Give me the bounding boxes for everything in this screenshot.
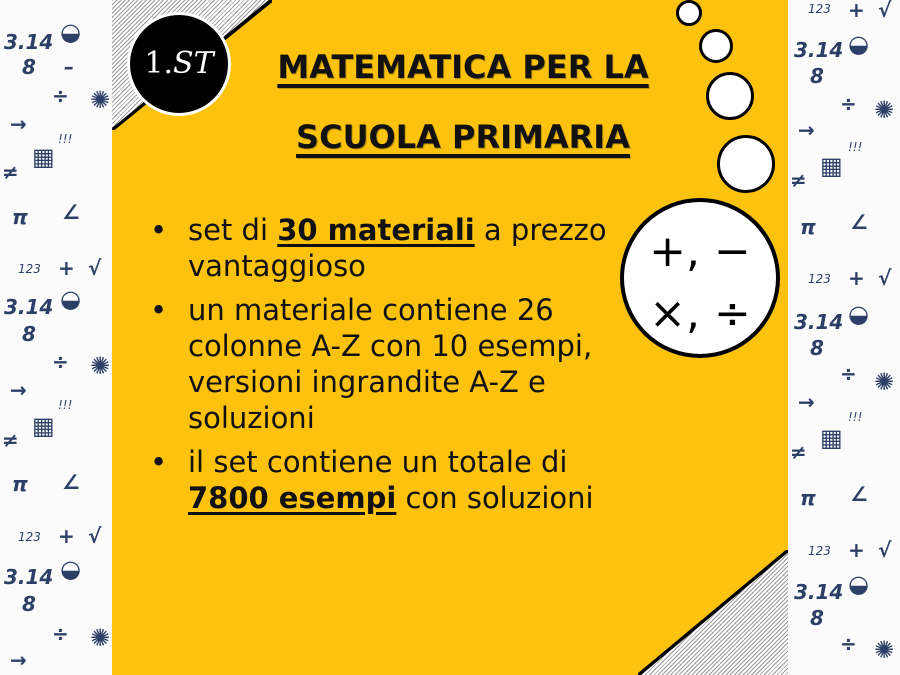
thought-bubble-large <box>706 72 754 120</box>
doodle-pi-symbol: π <box>800 486 816 510</box>
number-badge <box>127 12 231 116</box>
page-title-line-2: SCUOLA PRIMARIA <box>296 118 630 156</box>
doodle-angle: ∠ <box>850 210 868 234</box>
doodle-calculator-icon: ▦ <box>820 152 843 180</box>
list-item-highlight: 30 materiali <box>277 213 475 247</box>
doodle-arrow: → <box>798 118 815 142</box>
doodle-eight: 8 <box>22 322 36 346</box>
doodle-sqrt: √ <box>88 524 102 548</box>
operators-plus-minus: +, − <box>649 226 751 277</box>
doodle-eight: 8 <box>22 55 36 79</box>
left-doodle-pattern <box>0 0 112 675</box>
doodle-pi-value: 3.14 <box>794 38 844 62</box>
doodle-lightbulb-icon: ✺ <box>874 96 895 124</box>
doodle-bangs: !!! <box>848 140 863 154</box>
doodle-lightbulb-icon: ✺ <box>874 368 895 396</box>
feature-list <box>150 212 620 524</box>
list-item-text: un materiale contiene 26 colonne A-Z con 10 esempi, versioni ingrandite A-Z e soluzioni <box>188 293 593 435</box>
doodle-divide: ÷ <box>840 92 857 116</box>
doodle-nums: 123 <box>18 530 41 544</box>
doodle-calculator-icon: ▦ <box>32 412 55 440</box>
doodle-angle: ∠ <box>850 482 868 506</box>
right-doodle-pattern <box>788 0 900 675</box>
doodle-divide: ÷ <box>52 84 69 108</box>
doodle-pi-value: 3.14 <box>4 30 54 54</box>
list-item <box>150 212 620 284</box>
doodle-protractor-icon: ◒ <box>60 555 81 583</box>
doodle-arrow: → <box>10 648 27 672</box>
doodle-nums: 123 <box>808 544 831 558</box>
doodle-pi-value: 3.14 <box>4 565 54 589</box>
doodle-nums: 123 <box>808 272 831 286</box>
doodle-protractor-icon: ◒ <box>60 18 81 46</box>
doodle-sqrt: √ <box>878 538 892 562</box>
doodle-angle: ∠ <box>62 470 80 494</box>
doodle-calculator-icon: ▦ <box>820 424 843 452</box>
list-item-text: con soluzioni <box>396 481 594 515</box>
doodle-neq: ≠ <box>2 428 19 452</box>
doodle-divide: ÷ <box>52 350 69 374</box>
doodle-angle: ∠ <box>62 200 80 224</box>
doodle-bangs: !!! <box>848 410 863 424</box>
doodle-lightbulb-icon: ✺ <box>874 636 895 664</box>
bullet-icon: • <box>150 293 168 327</box>
doodle-neq: ≠ <box>790 168 807 192</box>
page-title-line-1: MATEMATICA PER LA <box>277 48 649 86</box>
doodle-plus: + <box>58 256 75 280</box>
doodle-sqrt: √ <box>88 256 102 280</box>
doodle-protractor-icon: ◒ <box>848 300 869 328</box>
doodle-pi-value: 3.14 <box>4 295 54 319</box>
doodle-neq: ≠ <box>790 440 807 464</box>
thought-bubble-xlarge <box>717 135 775 193</box>
doodle-arrow: → <box>10 112 27 136</box>
doodle-pi-value: 3.14 <box>794 310 844 334</box>
thought-bubble-medium <box>699 29 733 63</box>
math-operators-circle <box>620 198 780 358</box>
doodle-protractor-icon: ◒ <box>848 570 869 598</box>
operators-times-divide: ×, ÷ <box>649 288 751 339</box>
list-item <box>150 444 620 516</box>
doodle-calculator-icon: ▦ <box>32 143 55 171</box>
doodle-eight: 8 <box>810 606 824 630</box>
doodle-plus: + <box>848 538 865 562</box>
list-item-text: set di <box>188 213 278 247</box>
doodle-pi-symbol: π <box>12 472 28 496</box>
doodle-pi-value: 3.14 <box>794 580 844 604</box>
badge-number: 1. <box>144 46 174 81</box>
list-item-text: il set contiene un totale di <box>188 445 568 479</box>
thought-bubble-small <box>676 0 702 26</box>
doodle-plus: + <box>848 0 865 22</box>
doodle-protractor-icon: ◒ <box>60 285 81 313</box>
doodle-minus: – <box>64 55 74 79</box>
doodle-neq: ≠ <box>2 160 19 184</box>
doodle-pi-symbol: π <box>800 215 816 239</box>
badge-suffix: ST <box>173 46 214 81</box>
doodle-sqrt: √ <box>878 266 892 290</box>
doodle-eight: 8 <box>22 592 36 616</box>
doodle-lightbulb-icon: ✺ <box>90 624 111 652</box>
doodle-nums: 123 <box>808 2 831 16</box>
doodle-eight: 8 <box>810 336 824 360</box>
doodle-lightbulb-icon: ✺ <box>90 352 111 380</box>
doodle-arrow: → <box>798 390 815 414</box>
doodle-divide: ÷ <box>52 622 69 646</box>
doodle-divide: ÷ <box>840 362 857 386</box>
doodle-bangs: !!! <box>58 398 73 412</box>
doodle-sqrt: √ <box>878 0 892 22</box>
doodle-bangs: !!! <box>58 132 73 146</box>
doodle-plus: + <box>58 524 75 548</box>
doodle-arrow: → <box>10 378 27 402</box>
doodle-lightbulb-icon: ✺ <box>90 86 111 114</box>
list-item-highlight: 7800 esempi <box>188 481 397 515</box>
doodle-pi-symbol: π <box>12 205 28 229</box>
doodle-plus: + <box>848 266 865 290</box>
doodle-divide: ÷ <box>840 632 857 656</box>
doodle-eight: 8 <box>810 64 824 88</box>
doodle-nums: 123 <box>18 262 41 276</box>
list-item-text: a prezzo vantaggioso <box>188 213 607 283</box>
list-item <box>150 292 620 436</box>
bullet-icon: • <box>150 213 168 247</box>
bullet-icon: • <box>150 445 168 479</box>
doodle-protractor-icon: ◒ <box>848 30 869 58</box>
